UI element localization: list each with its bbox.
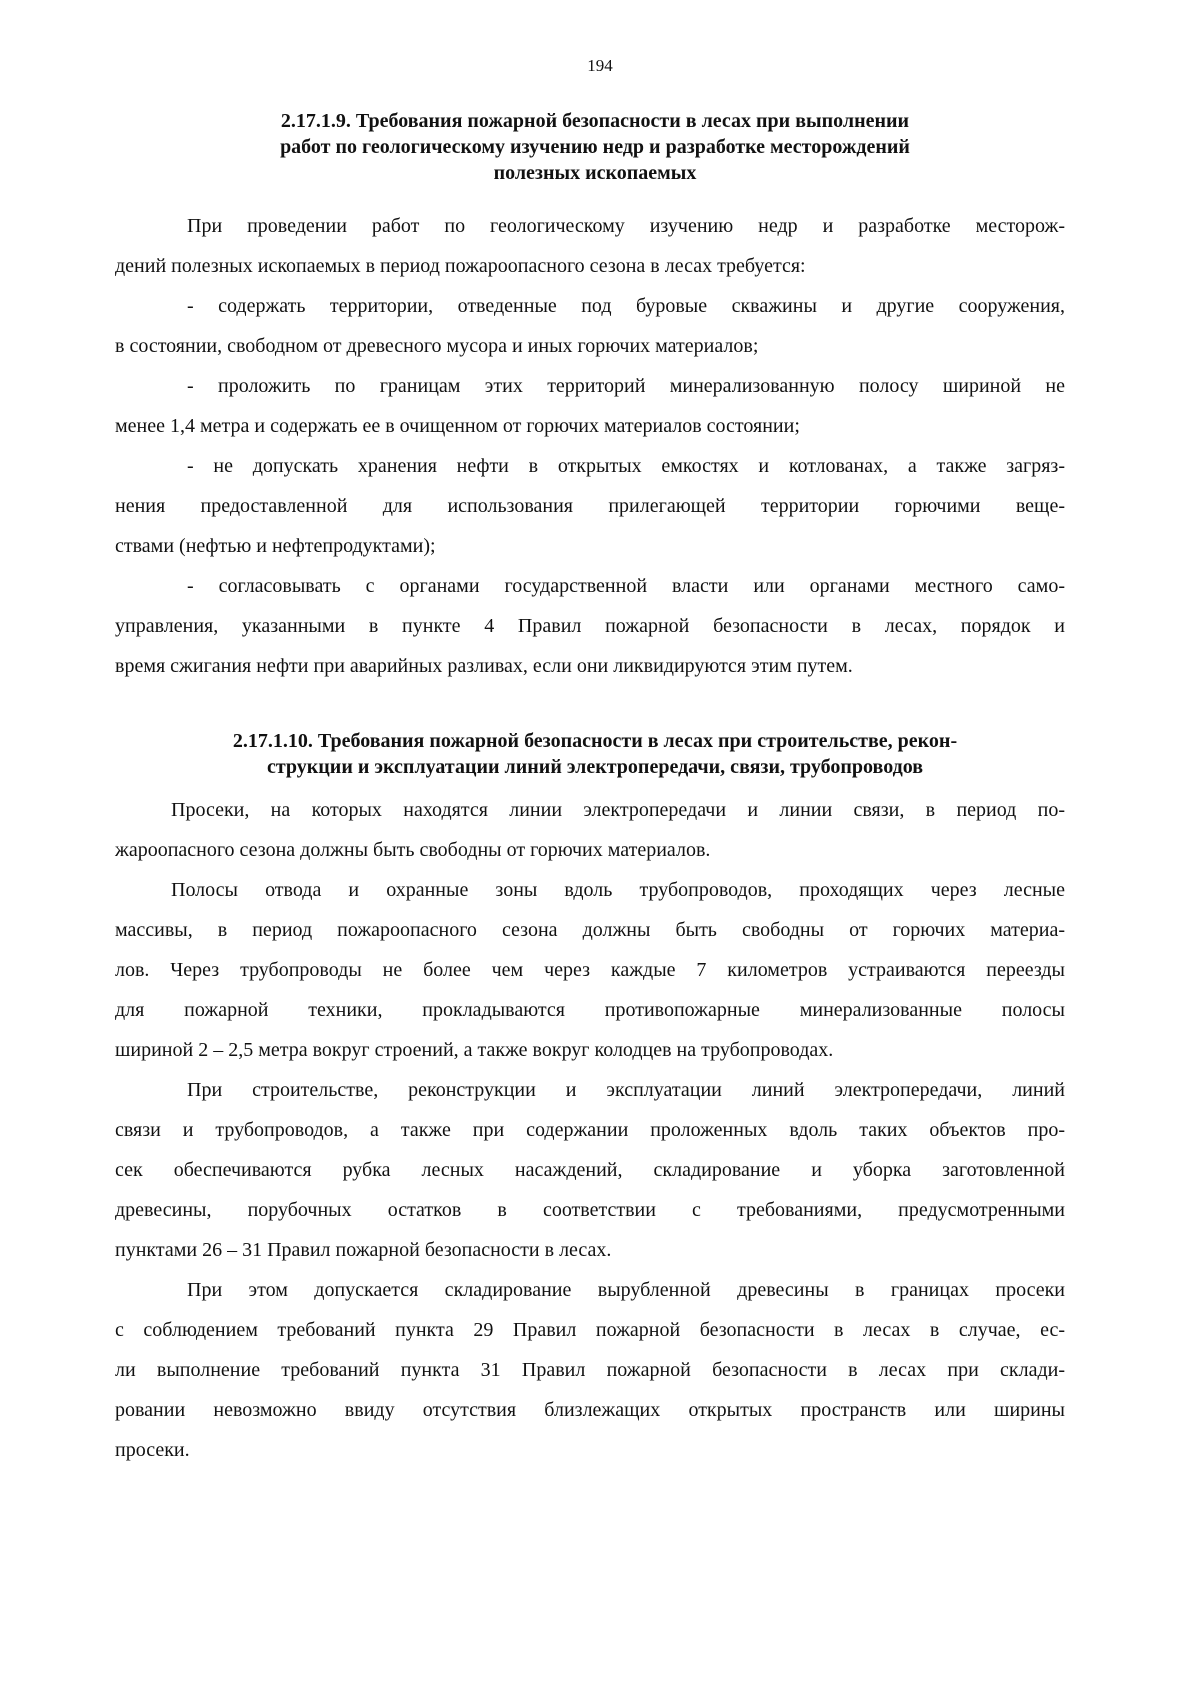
text-line: ствами (нефтью и нефтепродуктами);: [115, 535, 436, 557]
text-line: шириной 2 – 2,5 метра вокруг строений, а также вокруг колодцев на трубопроводах.: [115, 1039, 834, 1061]
text-line: ровании невозможно ввиду отсутствия близлежащих открытых пространств или ширины: [115, 1399, 1065, 1421]
text-line: для пожарной техники, прокладываются противопожарные минерализованные полосы: [115, 999, 1065, 1021]
list-item: [115, 446, 1065, 566]
text-line: - согласовывать с органами государственной власти или органами местного само-: [187, 575, 1065, 597]
page-number: 194: [587, 56, 613, 75]
text-line: просеки.: [115, 1439, 190, 1461]
text-line: древесины, порубочных остатков в соответствии с требованиями, предусмотренными: [115, 1199, 1065, 1221]
text-line: в состоянии, свободном от древесного мусора и иных горючих материалов;: [115, 335, 759, 357]
text-line: массивы, в период пожароопасного сезона должны быть свободны от горючих материа-: [115, 919, 1065, 941]
list-item: [115, 286, 1065, 366]
text-line: менее 1,4 метра и содержать ее в очищенном от горючих материалов состоянии;: [115, 415, 800, 437]
heading-line: струкции и эксплуатации линий электропередачи, связи, трубопроводов: [266, 756, 924, 778]
text-line: с соблюдением требований пункта 29 Правил пожарной безопасности в лесах в случае, ес-: [115, 1319, 1065, 1341]
list-item: [115, 566, 1065, 686]
text-line: - не допускать хранения нефти в открытых емкостях и котлованах, а также загряз-: [187, 455, 1065, 477]
section-heading-2-17-1-9: [125, 108, 1065, 186]
paragraph: [115, 790, 1065, 870]
text-line: При проведении работ по геологическому изучению недр и разработке месторож-: [187, 215, 1065, 237]
text-line: При этом допускается складирование вырубленной древесины в границах просеки: [187, 1279, 1065, 1301]
text-line: связи и трубопроводов, а также при содержании проложенных вдоль таких объектов про-: [115, 1119, 1065, 1141]
text-line: время сжигания нефти при аварийных разливах, если они ликвидируются этим путем.: [115, 655, 853, 677]
heading-line: 2.17.1.10. Требования пожарной безопасности в лесах при строительстве, рекон-: [232, 730, 958, 752]
heading-line: 2.17.1.9. Требования пожарной безопасности в лесах при выполнении: [280, 110, 910, 132]
paragraph: [115, 1270, 1065, 1470]
text-line: - проложить по границам этих территорий минерализованную полосу шириной не: [187, 375, 1065, 397]
text-line: При строительстве, реконструкции и эксплуатации линий электропередачи, линий: [187, 1079, 1065, 1101]
section-body-2-17-1-9: [115, 206, 1065, 686]
section-body-2-17-1-10: [115, 790, 1065, 1470]
paragraph: [115, 206, 1065, 286]
text-line: Просеки, на которых находятся линии электропередачи и линии связи, в период по-: [171, 799, 1065, 821]
text-line: Полосы отвода и охранные зоны вдоль трубопроводов, проходящих через лесные: [171, 879, 1065, 901]
list-item: [115, 366, 1065, 446]
text-line: сек обеспечиваются рубка лесных насаждений, складирование и уборка заготовленной: [115, 1159, 1065, 1181]
paragraph: [115, 870, 1065, 1070]
heading-line: работ по геологическому изучению недр и разработке месторождений: [280, 136, 910, 158]
text-line: ли выполнение требований пункта 31 Правил пожарной безопасности в лесах при склади-: [115, 1359, 1065, 1381]
text-line: пунктами 26 – 31 Правил пожарной безопасности в лесах.: [115, 1239, 612, 1261]
heading-line: полезных ископаемых: [493, 162, 697, 184]
text-line: лов. Через трубопроводы не более чем через каждые 7 километров устраиваются переезды: [115, 959, 1065, 981]
paragraph: [115, 1070, 1065, 1270]
text-line: жароопасного сезона должны быть свободны от горючих материалов.: [115, 839, 711, 861]
text-line: управления, указанными в пункте 4 Правил пожарной безопасности в лесах, порядок и: [115, 615, 1065, 637]
text-line: дений полезных ископаемых в период пожароопасного сезона в лесах требуется:: [115, 255, 806, 277]
text-line: нения предоставленной для использования прилегающей территории горючими веще-: [115, 495, 1065, 517]
section-heading-2-17-1-10: [125, 728, 1065, 780]
text-line: - содержать территории, отведенные под буровые скважины и другие сооружения,: [187, 295, 1065, 317]
